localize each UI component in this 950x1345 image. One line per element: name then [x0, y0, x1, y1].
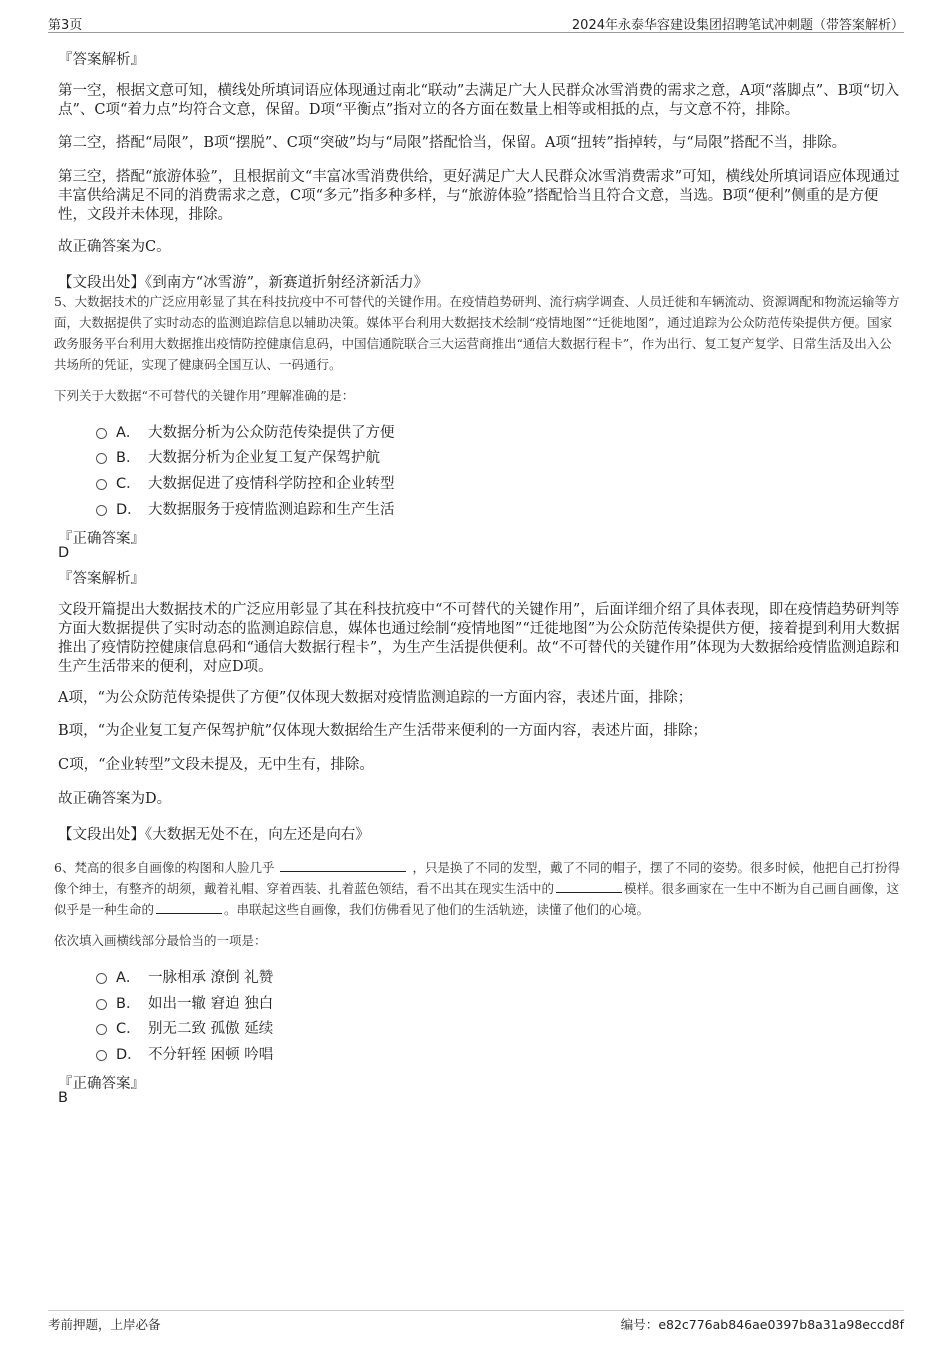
document-title: 2024年永泰华容建设集团招聘笔试冲刺题（带答案解析） — [571, 18, 904, 33]
option-text: 大数据分析为公众防范传染提供了方便 — [148, 424, 395, 441]
analysis-paragraph: 第三空，搭配“旅游体验”，且根据前文“丰富冰雪消费供给，更好满足广大人民群众冰雪消费需求”可知，横线处所填词语应体现通过丰富供给满足不同的消费需求之意，C项“多元”指多种多样，与“旅游体验”搭配恰当且符合文意，当选。B项“便利”侧重的是方便性，文段并未体现，排除。 — [58, 169, 900, 223]
conclusion: 故正确答案为C。 — [58, 239, 171, 255]
radio-icon[interactable] — [96, 1050, 107, 1061]
option-letter: A． — [116, 424, 141, 441]
option-letter: D． — [116, 1046, 142, 1063]
option-c[interactable] — [96, 472, 395, 492]
option-a[interactable] — [96, 966, 273, 986]
source-citation: 【文段出处】《大数据无处不在，向左还是向右》 — [58, 827, 370, 843]
analysis-label: 『答案解析』 — [58, 571, 145, 587]
option-text: 大数据分析为企业复工复产保驾护航 — [148, 449, 380, 466]
analysis-paragraph: 第一空，根据文意可知，横线处所填词语应体现通过南北“联动”去满足广大人民群众冰雪消费的需求之意，A项“落脚点”、B项“切入点”、C项“着力点”均符合文意，保留。D项“平衡点”指对立的各方面在数量上相等或相抵的点，与文意不符，排除。 — [58, 83, 900, 118]
option-letter: C． — [116, 1020, 141, 1037]
option-a[interactable] — [96, 421, 395, 441]
option-d[interactable] — [96, 1043, 273, 1063]
option-text: 不分轩轾 困顿 吟唱 — [148, 1046, 274, 1063]
radio-icon[interactable] — [96, 1024, 107, 1035]
option-b[interactable] — [96, 446, 380, 466]
blank-line — [156, 901, 222, 914]
analysis-paragraph: C项，“企业转型”文段未提及，无中生有，排除。 — [58, 757, 374, 773]
conclusion: 故正确答案为D。 — [58, 791, 172, 807]
question-stem: 5、大数据技术的广泛应用彰显了其在科技抗疫中不可替代的关键作用。在疫情趋势研判、流行病学调查、人员迁徙和车辆流动、资源调配和物流运输等方面，大数据提供了实时动态的监测追踪信息以辅助决策。媒体平台利用大数据技术绘制“疫情地图”“迁徙地图”，通过追踪为公众防范传染提供方便。国家政务服务平台利用大数据推出疫情防控健康信息码，中国信通院联合三大运营商推出“通信大数据行程卡”，作为出行、复工复产复学、日常生活及出入公共场所的凭证，实现了健康码全国互认、一码通行。 — [54, 294, 900, 372]
option-letter: B． — [116, 995, 141, 1012]
analysis-paragraph: 文段开篇提出大数据技术的广泛应用彰显了其在科技抗疫中“不可替代的关键作用”，后面详细介绍了具体表现，即在疫情趋势研判等方面大数据提供了实时动态的监测追踪信息，媒体也通过绘制“疫情地图”“迁徙地图”为公众防范传染提供方便，接着提到利用大数据推出了疫情防控健康信息码和“通信大数据行程卡”，为生产生活提供便利。故“不可替代的关键作用”体现为大数据给疫情监测追踪和生产生活带来的便利，对应D项。 — [58, 602, 900, 675]
option-text: 一脉相承 潦倒 礼赞 — [148, 969, 274, 986]
option-text: 如出一辙 窘迫 独白 — [148, 995, 274, 1012]
option-text: 别无二致 孤傲 延续 — [148, 1020, 274, 1037]
radio-icon[interactable] — [96, 505, 107, 516]
question-stem: 6、梵高的很多自画像的构图和人脸几乎 ，只是换了不同的发型，戴了不同的帽子，摆了不同的姿势。很多时候，他把自己打扮得像个绅士，有整齐的胡须，戴着礼帽、穿着西装、扎着蓝色领结，看不出其在现实生活中的 模样。很多画家在一生中不断为自己画自画像，这似乎是一种生命的 。串联起这些自画像，我们仿佛看见了他们的生活轨迹，读懂了他们的心境。 — [54, 860, 900, 917]
page-footer — [48, 1310, 904, 1333]
document-id: 编号：e82c776ab846ae0397b8a31a98eccd8f — [620, 1317, 904, 1332]
option-c[interactable] — [96, 1017, 273, 1037]
radio-icon[interactable] — [96, 428, 107, 439]
radio-icon[interactable] — [96, 973, 107, 984]
answer-label: 『正确答案』 — [58, 1076, 145, 1092]
question-prompt: 依次填入画横线部分最恰当的一项是： — [54, 933, 267, 948]
option-letter: B． — [116, 449, 141, 466]
option-d[interactable] — [96, 498, 395, 518]
source-citation: 【文段出处】《到南方“冰雪游”，新赛道折射经济新活力》 — [58, 275, 429, 291]
option-letter: D． — [116, 501, 142, 518]
page-number: 第3页 — [48, 18, 83, 33]
correct-answer: D — [58, 545, 70, 561]
radio-icon[interactable] — [96, 479, 107, 490]
blank-line — [556, 880, 622, 893]
option-letter: C． — [116, 475, 141, 492]
radio-icon[interactable] — [96, 999, 107, 1010]
footer-slogan: 考前押题，上岸必备 — [48, 1317, 161, 1332]
option-b[interactable] — [96, 992, 273, 1012]
radio-icon[interactable] — [96, 453, 107, 464]
analysis-paragraph: B项，“为企业复工复产保驾护航”仅体现大数据给生产生活带来便利的一方面内容，表述片面，排除； — [58, 723, 707, 739]
blank-line — [280, 859, 406, 872]
page-header — [48, 12, 904, 33]
correct-answer: B — [58, 1090, 68, 1106]
answer-label: 『正确答案』 — [58, 531, 145, 547]
analysis-label: 『答案解析』 — [58, 52, 145, 68]
analysis-paragraph: 第二空，搭配“局限”，B项“摆脱”、C项“突破”均与“局限”搭配恰当，保留。A项“扭转”指掉转，与“局限”搭配不当，排除。 — [58, 135, 847, 151]
question-prompt: 下列关于大数据“不可替代的关键作用”理解准确的是： — [54, 388, 355, 403]
analysis-paragraph: A项，“为公众防范传染提供了方便”仅体现大数据对疫情监测追踪的一方面内容，表述片面，排除； — [58, 690, 693, 706]
option-text: 大数据服务于疫情监测追踪和生产生活 — [148, 501, 395, 518]
option-text: 大数据促进了疫情科学防控和企业转型 — [148, 475, 395, 492]
option-letter: A． — [116, 969, 141, 986]
